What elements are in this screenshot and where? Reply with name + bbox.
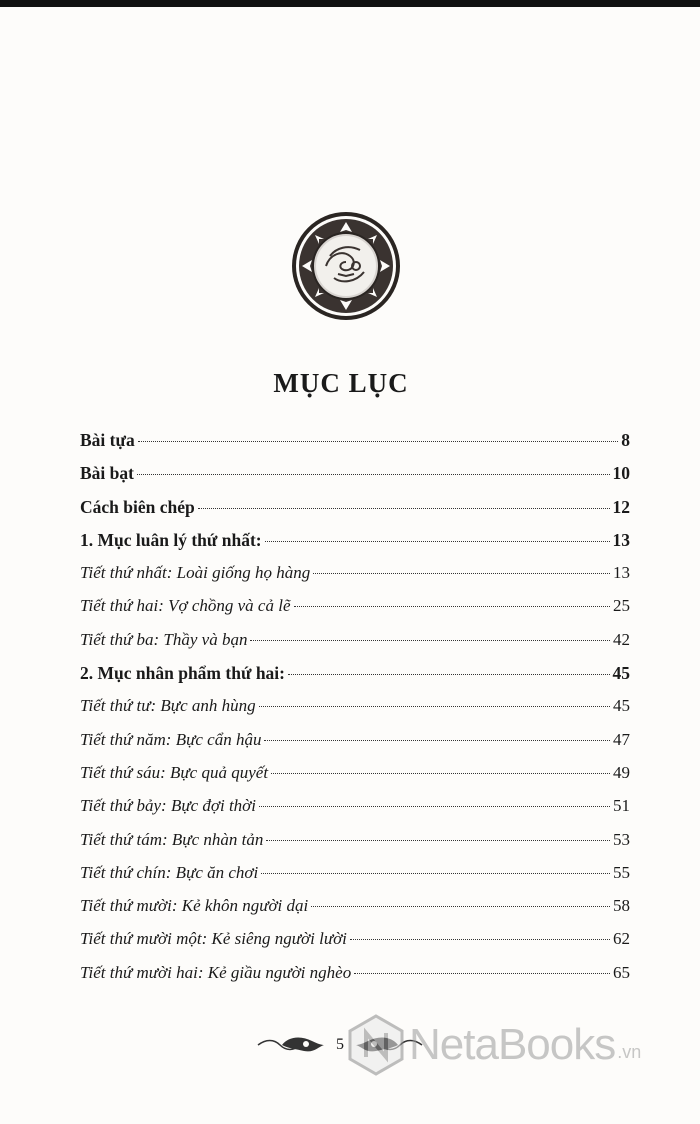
- toc-entry-page: 45: [612, 663, 630, 684]
- toc-entry-label: Cách biên chép: [80, 496, 195, 517]
- toc-leader-dots: [313, 573, 610, 574]
- page-title: MỤC LỤC: [273, 368, 409, 398]
- toc-entry: [80, 830, 630, 863]
- toc-entry: [80, 796, 630, 829]
- toc-entry-label: Tiết thứ nhất: Loài giống họ hàng: [80, 563, 311, 583]
- toc-entry-label: Tiết thứ chín: Bực ăn chơi: [80, 862, 259, 882]
- toc-leader-dots: [259, 706, 610, 707]
- toc-entry-page: 13: [613, 563, 630, 583]
- toc-leader-dots: [198, 508, 610, 509]
- toc-entry-label: Bài bạt: [80, 463, 134, 484]
- toc-leader-dots: [288, 674, 610, 675]
- toc-entry-label: 2. Mục nhân phẩm thứ hai:: [80, 663, 285, 684]
- toc-leader-dots: [266, 840, 610, 841]
- toc-entry-label: 1. Mục luân lý thứ nhất:: [80, 529, 262, 550]
- toc-entry: [80, 497, 630, 530]
- netabooks-watermark: [345, 1010, 641, 1080]
- toc-entry: [80, 896, 630, 929]
- toc-entry-page: 12: [612, 496, 630, 517]
- toc-entry-page: 65: [613, 962, 630, 982]
- toc-leader-dots: [259, 806, 610, 807]
- toc-entry-label: Tiết thứ tám: Bực nhàn tản: [80, 829, 264, 849]
- toc-entry-label: Tiết thứ bảy: Bực đợi thời: [80, 796, 256, 816]
- toc-entry: [80, 763, 630, 796]
- toc-leader-dots: [294, 606, 611, 607]
- toc-leader-dots: [264, 740, 610, 741]
- toc-entry-label: Tiết thứ mười một: Kẻ siêng người lười: [80, 929, 347, 949]
- footer-ornament-left-icon: [256, 1033, 326, 1057]
- toc-entry-page: 25: [613, 596, 630, 616]
- toc-entry: [80, 963, 630, 996]
- toc-leader-dots: [354, 973, 610, 974]
- toc-entry: [80, 863, 630, 896]
- toc-entry-page: 42: [613, 629, 630, 649]
- page-top-edge: [0, 0, 700, 7]
- toc-entry-page: 10: [612, 463, 630, 484]
- toc-entry-label: Tiết thứ năm: Bực cẩn hậu: [80, 729, 262, 749]
- watermark-brand: NetaBooks: [409, 1020, 616, 1069]
- toc-entry-label: Tiết thứ tư: Bực anh hùng: [80, 696, 256, 716]
- toc-leader-dots: [311, 906, 610, 907]
- toc-entry-page: 62: [613, 929, 630, 949]
- toc-leader-dots: [137, 474, 610, 475]
- toc-leader-dots: [350, 939, 610, 940]
- toc-entry: [80, 463, 630, 496]
- watermark-suffix: .vn: [617, 1041, 642, 1062]
- toc-entry: [80, 696, 630, 729]
- toc-entry-page: 53: [613, 829, 630, 849]
- toc-entry-page: 13: [612, 529, 630, 550]
- toc-entry-page: 55: [613, 862, 630, 882]
- toc-entry-page: 51: [613, 796, 630, 816]
- toc-entry: [80, 563, 630, 596]
- toc-leader-dots: [265, 541, 610, 542]
- toc-entry-label: Tiết thứ mười: Kẻ khôn người dại: [80, 896, 309, 916]
- toc-entry: [80, 530, 630, 563]
- toc-entry-label: Bài tựa: [80, 430, 135, 450]
- toc-leader-dots: [271, 773, 610, 774]
- toc-leader-dots: [250, 640, 610, 641]
- toc-entry: [80, 730, 630, 763]
- toc-entry: [80, 929, 630, 962]
- toc-entry-page: 45: [613, 696, 630, 716]
- toc-leader-dots: [138, 441, 619, 442]
- toc-entry-label: Tiết thứ ba: Thầy và bạn: [80, 629, 248, 649]
- toc-entry-label: Tiết thứ sáu: Bực quả quyết: [80, 762, 269, 782]
- netabooks-logo-icon: [345, 1013, 407, 1077]
- toc-entry: [80, 663, 630, 696]
- toc-entry: [80, 430, 630, 463]
- toc-entry-page: 8: [621, 430, 630, 450]
- toc-leader-dots: [261, 873, 610, 874]
- page-number: 5: [336, 1036, 344, 1053]
- toc-entry-label: Tiết thứ hai: Vợ chồng và cả lẽ: [80, 596, 291, 616]
- table-of-contents: [80, 430, 630, 996]
- toc-entry-page: 47: [613, 729, 630, 749]
- toc-entry: [80, 596, 630, 629]
- circular-emblem-icon: [290, 210, 402, 322]
- toc-entry: [80, 630, 630, 663]
- toc-entry-page: 58: [613, 896, 630, 916]
- toc-entry-label: Tiết thứ mười hai: Kẻ giầu người nghèo: [80, 962, 352, 982]
- toc-entry-page: 49: [613, 762, 630, 782]
